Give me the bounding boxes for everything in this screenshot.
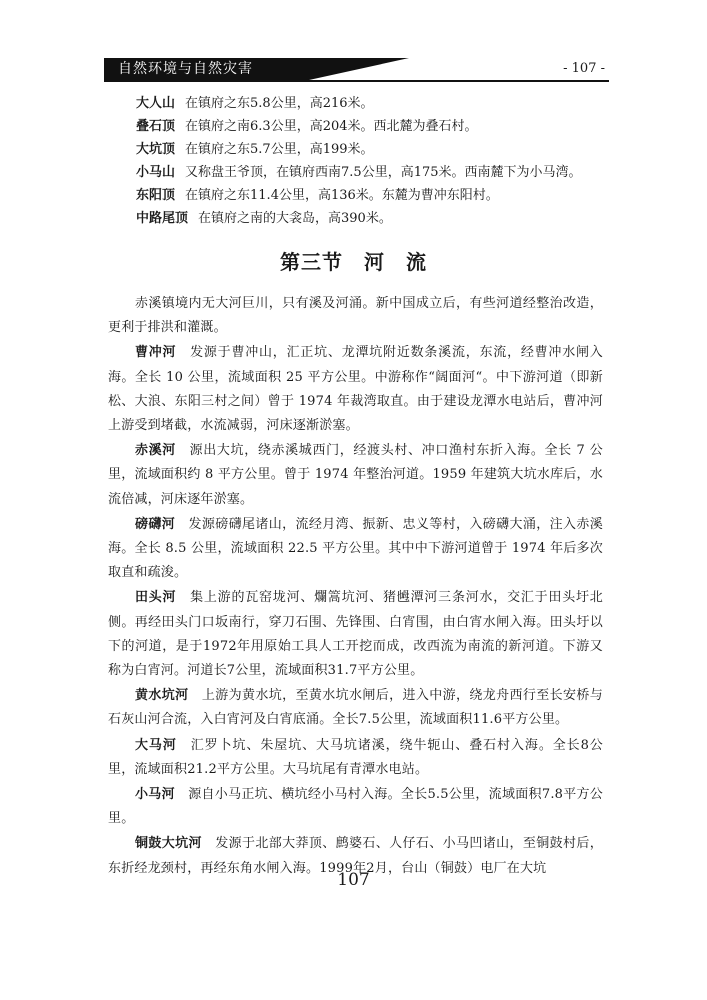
mountain-desc: 在镇府之东5.7公里，高199米。 bbox=[185, 142, 374, 157]
body-text bbox=[108, 292, 603, 882]
mountain-name: 大坑顶 bbox=[136, 142, 176, 157]
mountain-name: 东阳顶 bbox=[136, 188, 176, 203]
mountain-desc: 在镇府之东11.4公里，高136米。东麓为曹冲东阳村。 bbox=[185, 188, 499, 203]
river-desc: 上游为黄水坑，至黄水坑水闸后，进入中游，绕龙舟西行至长安桥与石灰山河合流，入白宵河及白宵底涌。全长7.5公里，流域面积11.6平方公里。 bbox=[108, 688, 603, 728]
river-desc: 源出大坑，绕赤溪城西门，经渡头村、冲口渔村东折入海。全长 7 公里，流域面积约 8 平方公里。曾于 1974 年整治河道。1959 年建筑大坑水库后，水流倍减，河床逐年淤塞。 bbox=[108, 443, 604, 507]
river-name: 小马河 bbox=[135, 787, 175, 803]
header-wedge bbox=[309, 58, 409, 80]
river-desc: 发源于北部大莽顶、鹧婆石、人仔石、小马凹诸山，至铜鼓村后，东折经龙颈村，再经东角水闸入海。1999年2月，台山（铜鼓）电厂在大坑 bbox=[108, 836, 603, 876]
mountain-desc: 又称盘王爷顶，在镇府西南7.5公里，高175米。西南麓下为小马湾。 bbox=[185, 165, 582, 180]
mountain-name: 大人山 bbox=[136, 96, 176, 111]
river-paragraph bbox=[108, 684, 603, 732]
river-paragraph bbox=[108, 783, 603, 831]
river-paragraph bbox=[108, 734, 603, 782]
river-name: 磅礴河 bbox=[135, 516, 176, 532]
mountain-desc: 在镇府之南6.3公里，高204米。西北麓为叠石村。 bbox=[185, 119, 478, 134]
mountain-list bbox=[136, 92, 616, 230]
header-page-number: - 107 - bbox=[563, 61, 605, 76]
mountain-desc: 在镇府之南的大衾岛，高390米。 bbox=[198, 211, 392, 226]
footer-page-number: 107 bbox=[337, 870, 370, 890]
river-name: 铜鼓大坑河 bbox=[135, 836, 202, 852]
river-desc: 源自小马正坑、横坑经小马村入海。全长5.5公里，流域面积7.8平方公里。 bbox=[108, 787, 604, 827]
mountain-entry bbox=[136, 115, 616, 138]
mountain-desc: 在镇府之东5.8公里，高216米。 bbox=[185, 96, 374, 111]
river-desc: 发源磅礴尾诸山，流经月湾、振新、忠义等村，入磅礴大涌，注入赤溪海。全长 8.5 公里，流域面积 22.5 平方公里。其中中下游河道曾于 1974 年后多次取直和疏浚。 bbox=[108, 516, 604, 581]
mountain-entry bbox=[136, 161, 616, 184]
river-name: 曹冲河 bbox=[135, 345, 177, 361]
mountain-name: 小马山 bbox=[136, 165, 176, 180]
river-paragraph bbox=[108, 439, 603, 512]
mountain-entry bbox=[136, 92, 616, 115]
river-desc: 发源于曹冲山，汇正坑、龙潭坑附近数条溪流，东流，经曹冲水闸入海。全长 10 公里，流域面积 25 平方公里。中游称作“阔面河“。中下游河道（即新松、大浪、东阳三村之间）曾于 1974 年裁湾取直。由于建设龙潭水电站后，曹冲河上游受到堵截，水流减弱，河床逐渐淤塞。 bbox=[108, 345, 603, 434]
river-name: 大马河 bbox=[135, 737, 177, 753]
section-title: 第三节 河 流 bbox=[280, 250, 427, 274]
river-desc: 汇罗卜坑、朱屋坑、大马坑诸溪，绕牛轭山、叠石村入海。全长8公里，流域面积21.2平方公里。大马坑尾有青潭水电站。 bbox=[108, 737, 603, 777]
river-paragraph bbox=[108, 513, 603, 586]
mountain-name: 中路尾顶 bbox=[136, 211, 189, 226]
river-desc: 集上游的瓦窑垅河、爛篙坑河、猪乸潭河三条河水，交汇于田头圩北侧。再经田头门口坂南行，穿刀石围、先锋围、白宵围，由白宵水闸入海。田头圩以下的河道，是于1972年用原始工具人工开挖而成，改西流为南流的新河道。下游又称为白宵河。河道长7公里，流域面积31.7平方公里。 bbox=[108, 590, 603, 679]
river-paragraph bbox=[108, 341, 603, 438]
river-name: 田头河 bbox=[135, 590, 177, 606]
river-name: 赤溪河 bbox=[135, 443, 176, 459]
mountain-entry bbox=[136, 184, 616, 207]
running-header bbox=[104, 58, 609, 80]
river-paragraph bbox=[108, 586, 603, 683]
mountain-name: 叠石顶 bbox=[136, 119, 176, 134]
mountain-entry bbox=[136, 207, 616, 230]
river-name: 黄水坑河 bbox=[135, 688, 189, 704]
mountain-entry bbox=[136, 138, 616, 161]
header-rule bbox=[104, 80, 609, 82]
intro-paragraph: 赤溪镇境内无大河巨川，只有溪及河涌。新中国成立后，有些河道经整治改造，更利于排洪和灌溉。 bbox=[108, 296, 603, 336]
header-title: 自然环境与自然灾害 bbox=[118, 61, 253, 77]
